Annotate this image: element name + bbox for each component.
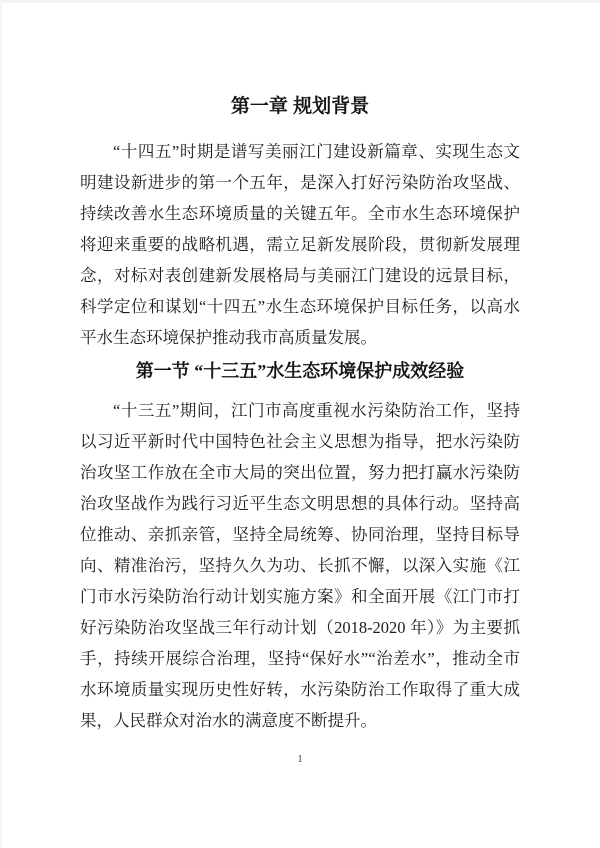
paragraph-section-body: “十三五”期间，江门市高度重视水污染防治工作，坚持以习近平新时代中国特色社会主义思想为指导，把水污染防治攻坚工作放在全市大局的突出位置，努力把打赢水污染防治攻坚战作为践行习近平生态文明思想的具体行动。坚持高位推动、亲抓亲管，坚持全局统筹、协同治理，坚持目标导向、精准治污，坚持久久为功、长抓不懈，以深入实施《江门市水污染防治行动计划实施方案》和全面开展《江门市打好污染防治攻坚战三年行动计划（2018-2020 年）》为主要抓手，持续开展综合治理，坚持“保好水”“治差水”，推动全市水环境质量实现历史性好转，水污染防治工作取得了重大成果，人民群众对治水的满意度不断提升。 [80,401,520,730]
section-title: 第一节 “十三五”水生态环境保护成效经验 [135,361,465,381]
paragraph-intro: “十四五”时期是谱写美丽江门建设新篇章、实现生态文明建设新进步的第一个五年，是深入打好污染防治攻坚战、持续改善水生态环境质量的关键五年。全市水生态环境保护将迎来重要的战略机遇，需立足新发展阶段，贯彻新发展理念，对标对表创建新发展格局与美丽江门建设的远景目标，科学定位和谋划“十四五”水生态环境保护目标任务，以高水平水生态环境保护推动我市高质量发展。 [80,142,520,347]
page-content [80,0,520,736]
chapter-title: 第一章 规划背景 [230,96,370,117]
scan-artifact-left-edge [0,0,2,848]
page-number: 1 [297,753,303,765]
